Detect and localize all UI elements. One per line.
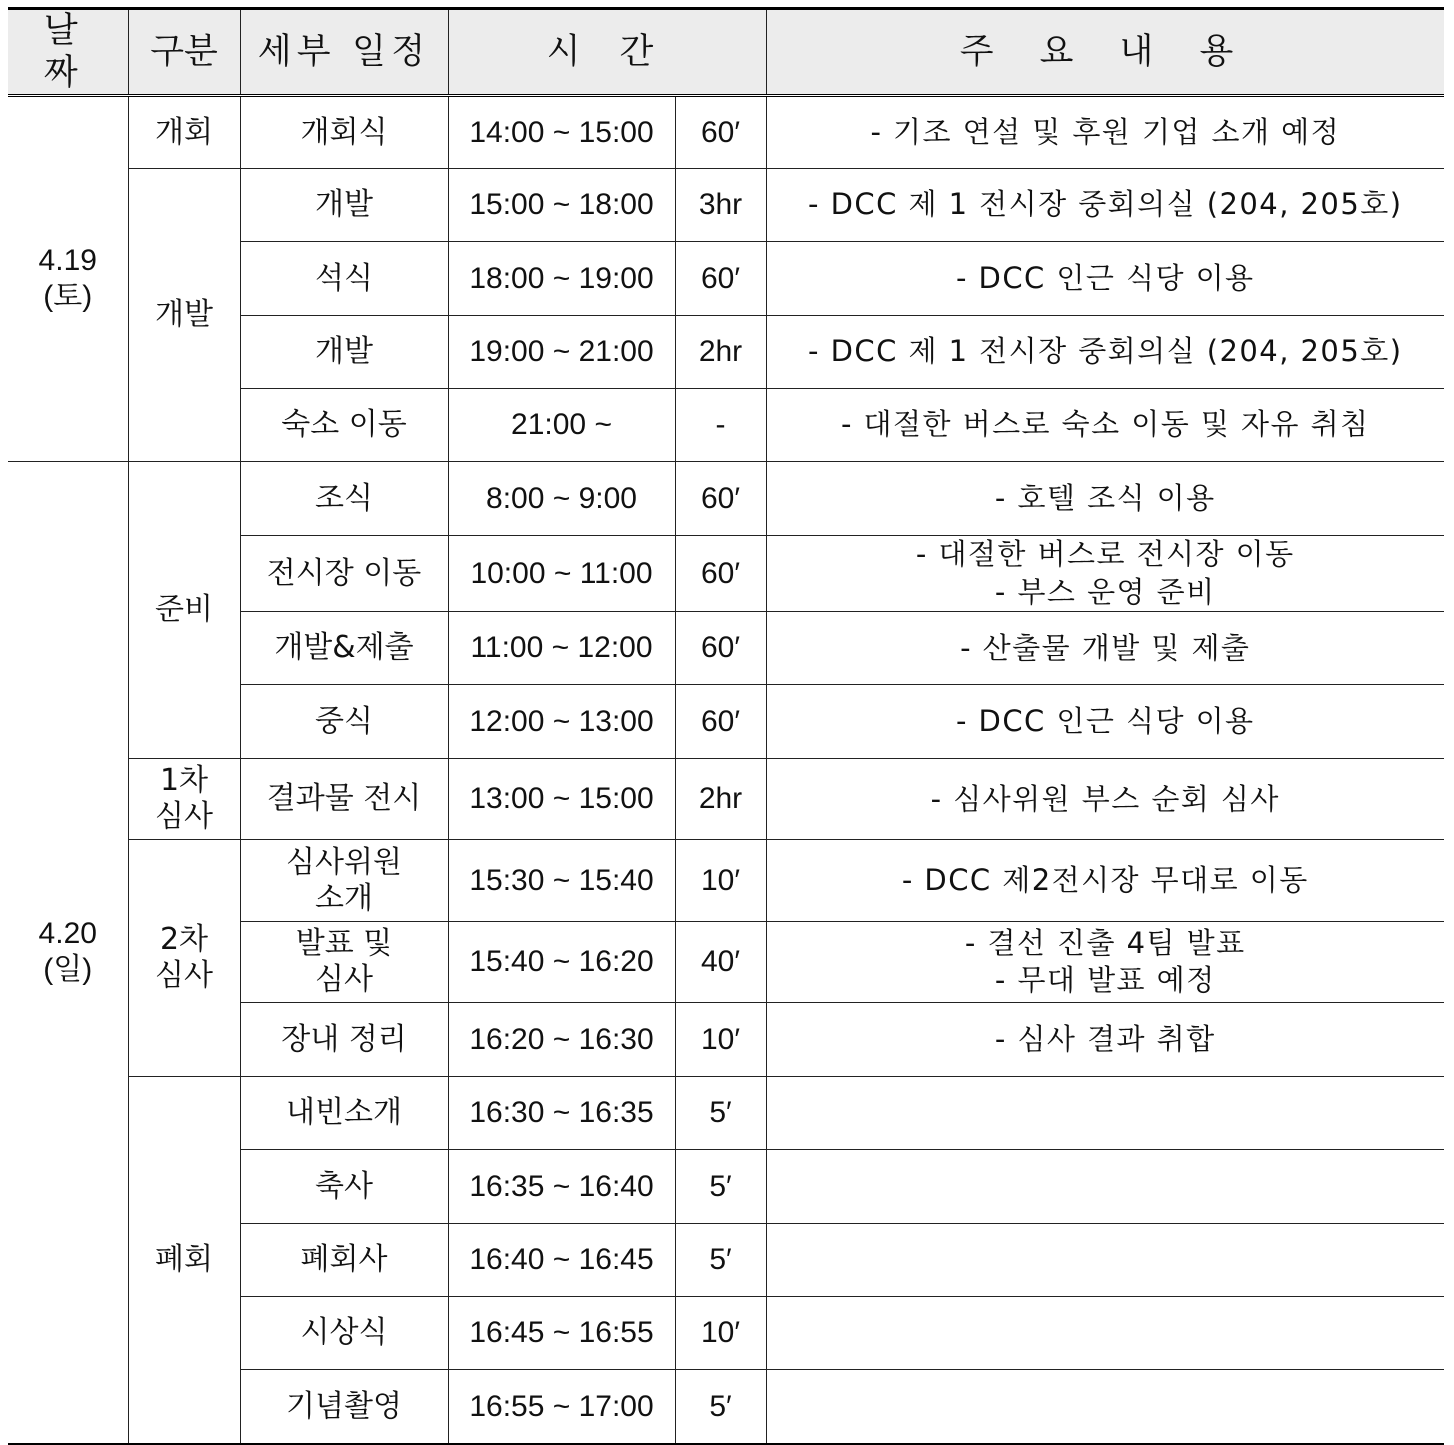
content-cell	[766, 169, 1444, 242]
detail-cell: 개회식	[240, 96, 448, 169]
duration-cell: 60′	[675, 536, 766, 612]
time-cell: 15:30 ~ 15:40	[448, 840, 675, 922]
time-cell: 14:00 ~ 15:00	[448, 96, 675, 169]
detail-cell: 석식	[240, 242, 448, 316]
duration-cell: 60′	[675, 242, 766, 316]
date-text: 4.20	[38, 917, 97, 951]
content-line: - 대절한 버스로 숙소 이동 및 자유 취침	[840, 407, 1370, 442]
time-cell: 15:00 ~ 18:00	[448, 169, 675, 242]
content-cell	[766, 1003, 1444, 1077]
duration-cell: 2hr	[675, 759, 766, 840]
content-line: - 심사 결과 취합	[994, 1022, 1216, 1057]
content-cell	[766, 685, 1444, 759]
header-time: 시 간	[448, 10, 766, 96]
duration-cell: 5′	[675, 1077, 766, 1150]
detail-cell: 내빈소개	[240, 1077, 448, 1150]
detail-cell: 조식	[240, 462, 448, 536]
table-row	[8, 96, 1444, 169]
detail-cell: 개발	[240, 169, 448, 242]
content-line: - DCC 제 1 전시장 중회의실 (204, 205호)	[808, 334, 1403, 369]
category-cell: 2차 심사	[128, 840, 240, 1077]
content-cell	[766, 96, 1444, 169]
detail-cell: 심사위원 소개	[240, 840, 448, 922]
time-cell: 13:00 ~ 15:00	[448, 759, 675, 840]
duration-cell: 5′	[675, 1224, 766, 1297]
detail-cell: 기념촬영	[240, 1370, 448, 1444]
content-cell	[766, 840, 1444, 922]
detail-cell: 폐회사	[240, 1224, 448, 1297]
duration-cell: 3hr	[675, 169, 766, 242]
detail-cell: 시상식	[240, 1297, 448, 1370]
detail-cell: 개발&제출	[240, 612, 448, 685]
detail-cell: 장내 정리	[240, 1003, 448, 1077]
content-line: - DCC 인근 식당 이용	[955, 260, 1255, 295]
duration-cell: 10′	[675, 1003, 766, 1077]
time-cell: 8:00 ~ 9:00	[448, 462, 675, 536]
table-row	[8, 169, 1444, 242]
content-line: - 산출물 개발 및 제출	[960, 630, 1251, 665]
time-cell: 16:55 ~ 17:00	[448, 1370, 675, 1444]
content-cell	[766, 922, 1444, 1003]
table-row	[8, 759, 1444, 840]
time-cell: 12:00 ~ 13:00	[448, 685, 675, 759]
content-cell	[766, 759, 1444, 840]
content-cell	[766, 536, 1444, 612]
header-category: 구분	[128, 10, 240, 96]
duration-cell: 2hr	[675, 316, 766, 389]
content-line: - 호텔 조식 이용	[994, 480, 1216, 515]
time-cell: 16:35 ~ 16:40	[448, 1150, 675, 1224]
time-cell: 16:30 ~ 16:35	[448, 1077, 675, 1150]
category-cell: 준비	[128, 462, 240, 759]
content-cell	[766, 1224, 1444, 1297]
table-row	[8, 1077, 1444, 1150]
content-cell	[766, 389, 1444, 462]
header-date: 날 짜	[8, 10, 128, 96]
detail-cell: 결과물 전시	[240, 759, 448, 840]
time-cell: 16:20 ~ 16:30	[448, 1003, 675, 1077]
category-cell: 개회	[128, 96, 240, 169]
content-cell	[766, 316, 1444, 389]
category-cell: 폐회	[128, 1077, 240, 1444]
content-cell	[766, 242, 1444, 316]
duration-cell: 10′	[675, 840, 766, 922]
content-line: - 결선 진출 4팀 발표	[964, 925, 1246, 960]
content-line: - 대절한 버스로 전시장 이동	[915, 537, 1295, 571]
time-cell: 21:00 ~	[448, 389, 675, 462]
time-cell: 10:00 ~ 11:00	[448, 536, 675, 612]
detail-cell: 개발	[240, 316, 448, 389]
date-text: 4.19	[38, 244, 97, 277]
detail-cell: 전시장 이동	[240, 536, 448, 612]
category-cell: 개발	[128, 169, 240, 462]
category-cell: 1차 심사	[128, 759, 240, 840]
header-content: 주 요 내 용	[766, 10, 1444, 96]
detail-cell: 중식	[240, 685, 448, 759]
table-row	[8, 840, 1444, 922]
header-detail: 세부 일정	[240, 10, 448, 96]
duration-cell: 60′	[675, 612, 766, 685]
content-line: - 심사위원 부스 순회 심사	[930, 781, 1280, 816]
content-cell	[766, 1150, 1444, 1224]
time-cell: 16:40 ~ 16:45	[448, 1224, 675, 1297]
time-cell: 11:00 ~ 12:00	[448, 612, 675, 685]
content-line: - DCC 제2전시장 무대로 이동	[901, 863, 1309, 898]
detail-cell: 발표 및 심사	[240, 922, 448, 1003]
content-line: - 기조 연설 및 후원 기업 소개 예정	[870, 114, 1341, 149]
content-cell	[766, 462, 1444, 536]
schedule-table	[8, 10, 1444, 1445]
content-cell	[766, 1077, 1444, 1150]
date-cell	[8, 462, 128, 1444]
time-cell: 19:00 ~ 21:00	[448, 316, 675, 389]
content-cell	[766, 1370, 1444, 1444]
table-header-row	[8, 10, 1444, 96]
detail-cell: 숙소 이동	[240, 389, 448, 462]
duration-cell: 10′	[675, 1297, 766, 1370]
content-line: - 무대 발표 예정	[994, 963, 1216, 998]
detail-cell: 축사	[240, 1150, 448, 1224]
content-cell	[766, 612, 1444, 685]
table-row	[8, 462, 1444, 536]
duration-cell: 60′	[675, 96, 766, 169]
content-line: - 부스 운영 준비	[994, 574, 1216, 609]
content-line: - DCC 인근 식당 이용	[955, 704, 1255, 739]
duration-cell: -	[675, 389, 766, 462]
time-cell: 15:40 ~ 16:20	[448, 922, 675, 1003]
duration-cell: 5′	[675, 1150, 766, 1224]
content-cell	[766, 1297, 1444, 1370]
weekday-text: (토)	[43, 280, 93, 313]
duration-cell: 40′	[675, 922, 766, 1003]
duration-cell: 5′	[675, 1370, 766, 1444]
date-cell	[8, 96, 128, 462]
duration-cell: 60′	[675, 685, 766, 759]
time-cell: 16:45 ~ 16:55	[448, 1297, 675, 1370]
time-cell: 18:00 ~ 19:00	[448, 242, 675, 316]
content-line: - DCC 제 1 전시장 중회의실 (204, 205호)	[808, 187, 1403, 222]
duration-cell: 60′	[675, 462, 766, 536]
weekday-text: (일)	[43, 953, 93, 987]
